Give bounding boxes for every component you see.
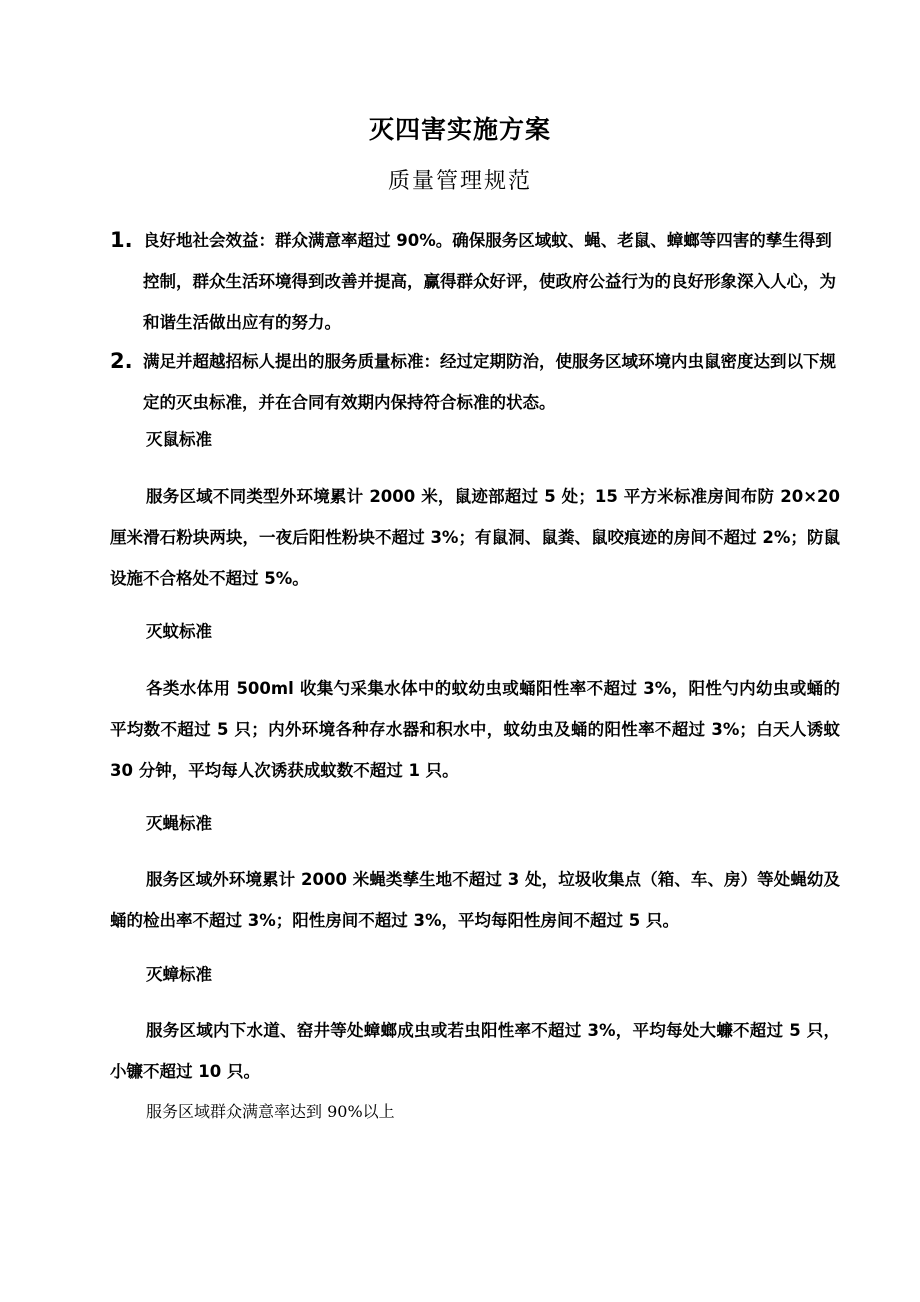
item-text: 满足并超越招标人提出的服务质量标准：经过定期防治，使服务区域环境内虫鼠密度达到以下规定的灭虫标准，并在合同有效期内保持符合标准的状态。 (143, 352, 836, 412)
item-number: 1. (110, 228, 133, 252)
section-paragraph-cockroach: 服务区域内下水道、窑井等处蟑螂成虫或若虫阳性率不超过 3%，平均每处大蠊不超过 5 只，小镰不超过 10 只。 (110, 1021, 840, 1081)
section-heading-mosquito: 灭蚊标准 (146, 622, 212, 641)
item-text: 良好地社会效益：群众满意率超过 90%。确保服务区域蚊、蝇、老鼠、蟑螂等四害的孳生得到控制，群众生活环境得到改善并提高，赢得群众好评，使政府公益行为的良好形象深入人心，为和谐生活做出应有的努力。 (143, 231, 836, 332)
section-heading-rodent: 灭鼠标准 (146, 430, 212, 449)
section-heading-fly: 灭蝇标准 (146, 814, 212, 833)
document-title: 灭四害实施方案 (368, 115, 551, 144)
section-paragraph-rodent: 服务区域不同类型外环境累计 2000 米，鼠迹部超过 5 处；15 平方米标准房间布防 20×20 厘米滑石粉块两块，一夜后阳性粉块不超过 3%；有鼠洞、鼠粪、鼠咬痕迹的房间不超过 2%；防鼠设施不合格处不超过 5%。 (110, 487, 840, 588)
numbered-item-1 (110, 220, 840, 343)
numbered-item-2 (110, 341, 840, 423)
section-paragraph-mosquito: 各类水体用 500ml 收集勺采集水体中的蚊幼虫或蛹阳性率不超过 3%，阳性勺内幼虫或蛹的平均数不超过 5 只；内外环境各种存水器和积水中，蚊幼虫及蛹的阳性率不超过 3%；白天人诱蚊 30 分钟，平均每人次诱获成蚊数不超过 1 只。 (110, 679, 840, 780)
section-heading-cockroach: 灭蟑标准 (146, 965, 212, 984)
section-paragraph-fly: 服务区域外环境累计 2000 米蝇类孳生地不超过 3 处，垃圾收集点（箱、车、房）等处蝇幼及蛹的检出率不超过 3%；阳性房间不超过 3%，平均每阳性房间不超过 5 只。 (110, 870, 840, 930)
document-subtitle: 质量管理规范 (387, 169, 532, 194)
closing-line: 服务区域群众满意率达到 90%以上 (146, 1102, 395, 1121)
item-number: 2. (110, 349, 133, 373)
